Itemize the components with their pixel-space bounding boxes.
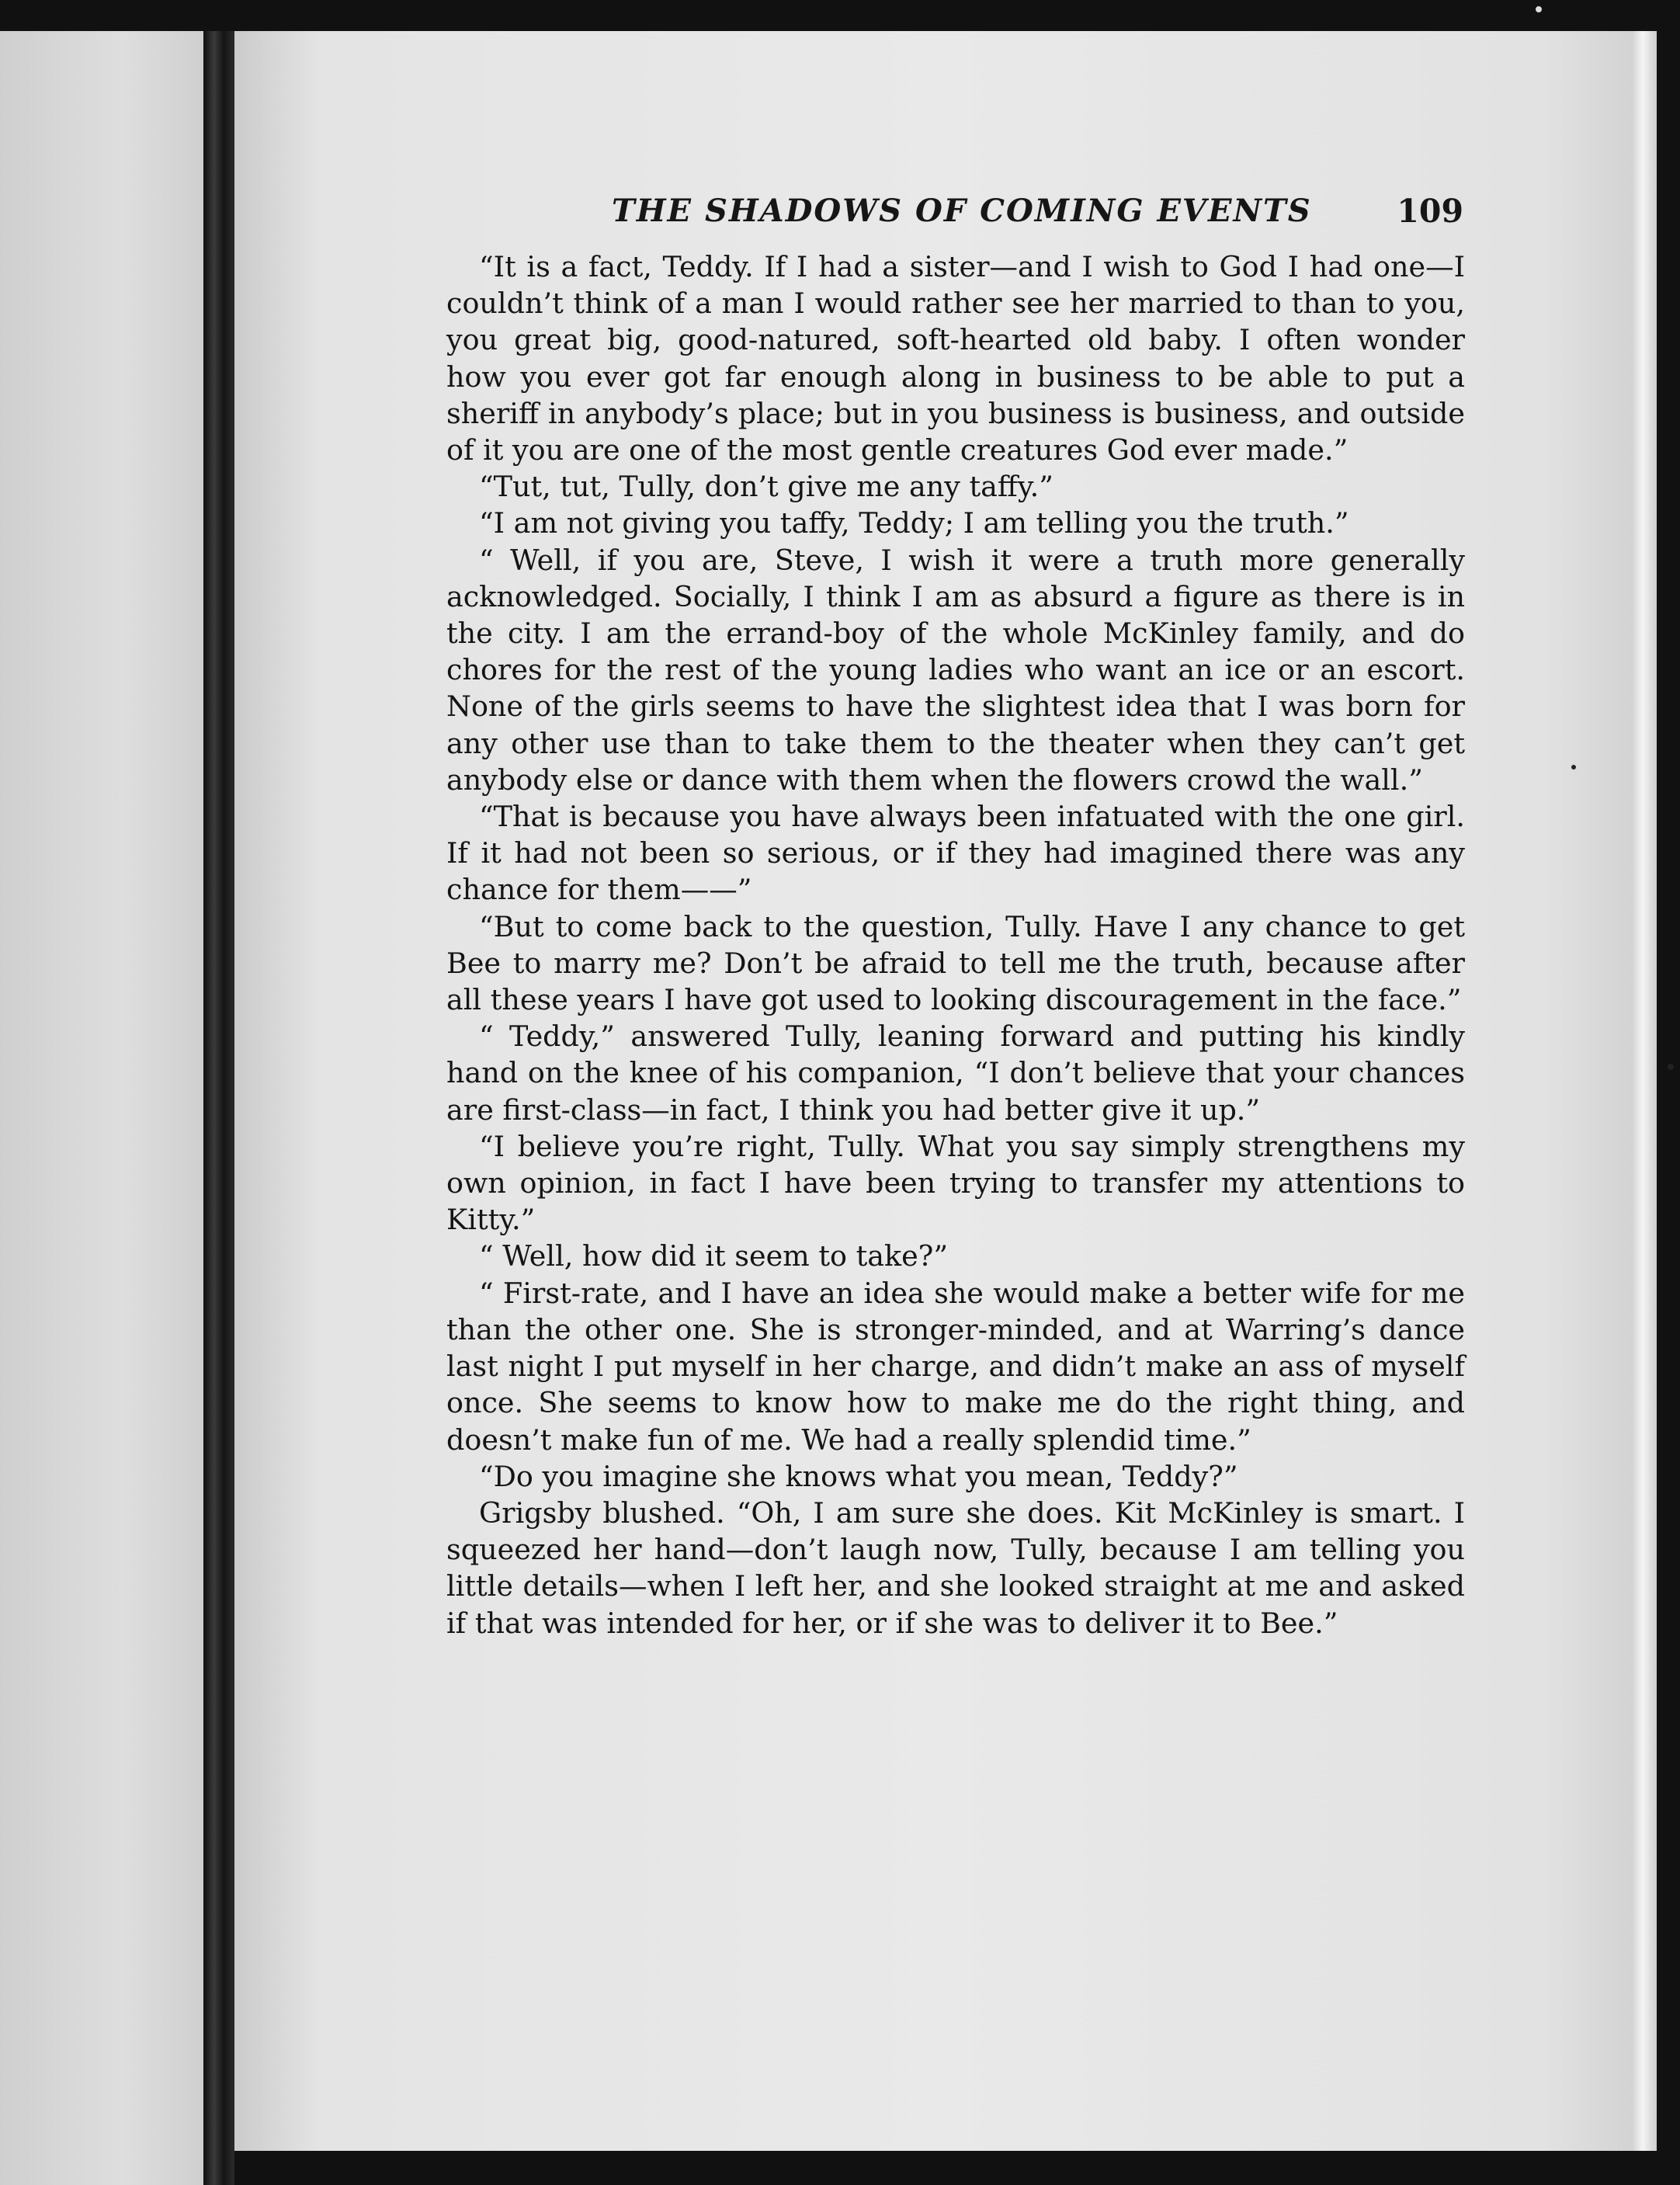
- left-page-edge: [0, 31, 206, 2185]
- page-text: [446, 248, 1465, 1895]
- scan-speck: [1571, 765, 1576, 769]
- paragraph: “But to come back to the question, Tully. Have I any chance to get Bee to marry me? Don’t be afraid to tell me the truth, because after all these years I have got used to looking discouragement in the face.”: [446, 909, 1465, 1017]
- page-number: 109: [1397, 193, 1463, 230]
- page-header: [365, 171, 1463, 230]
- paragraph: “I believe you’re right, Tully. What you say simply strengthens my own opinion, in fact I have been trying to transfer my attentions to Kitty.”: [446, 1129, 1465, 1237]
- book-spine: [203, 31, 234, 2185]
- paragraph: “ Well, how did it seem to take?”: [479, 1239, 948, 1273]
- paragraph: “ First-rate, and I have an idea she would make a better wife for me than the other one. She is stronger-minded, and at Warring’s dance last night I put myself in her charge, and didn’t make an ass of myself once. She seems to know how to make me do the right thing, and doesn’t make fun of me. We had a really splendid time.”: [446, 1276, 1465, 1457]
- scan-speck: [1536, 6, 1542, 12]
- paragraph: “ Teddy,” answered Tully, leaning forward and putting his kindly hand on the knee of his companion, “I don’t believe that your chances are first-class—in fact, I think you had better give it up.”: [446, 1020, 1465, 1127]
- paragraph: “That is because you have always been infatuated with the one girl. If it had not been so serious, or if they had imagined there was any chance for them——”: [446, 800, 1465, 907]
- paragraph: “Tut, tut, Tully, don’t give me any taffy.”: [479, 470, 1053, 504]
- running-head: THE SHADOWS OF COMING EVENTS: [612, 193, 1312, 229]
- paragraph: “It is a fact, Teddy. If I had a sister—and I wish to God I had one—I couldn’t think of a man I would rather see her married to than to you, you great big, good-natured, soft-hearted old baby. I often wonder how you ever got far enough along in business to be able to put a sheriff in anybody’s place; but in you business is business, and outside of it you are one of the most gentle creatures God ever made.”: [446, 250, 1465, 467]
- paragraph: “ Well, if you are, Steve, I wish it were a truth more generally acknowledged. Socially, I think I am as absurd a figure as there is in the city. I am the errand-boy of the whole McKinley family, and do chores for the rest of the young ladies who want an ice or an escort. None of the girls seems to have the slightest idea that I was born for any other use than to take them to the theater when they can’t get anybody else or dance with them when the flowers crowd the wall.”: [446, 543, 1465, 797]
- page-edge-shadow: [1633, 31, 1657, 2151]
- paragraph: “Do you imagine she knows what you mean, Teddy?”: [479, 1459, 1238, 1493]
- paragraph: “I am not giving you taffy, Teddy; I am telling you the truth.”: [479, 506, 1349, 540]
- paragraph: Grigsby blushed. “Oh, I am sure she does. Kit McKinley is smart. I squeezed her hand—don’t laugh now, Tully, because I am telling you little details—when I left her, and she looked straight at me and asked if that was intended for her, or if she was to deliver it to Bee.”: [446, 1495, 1465, 1640]
- scan-speck: [1668, 1064, 1674, 1070]
